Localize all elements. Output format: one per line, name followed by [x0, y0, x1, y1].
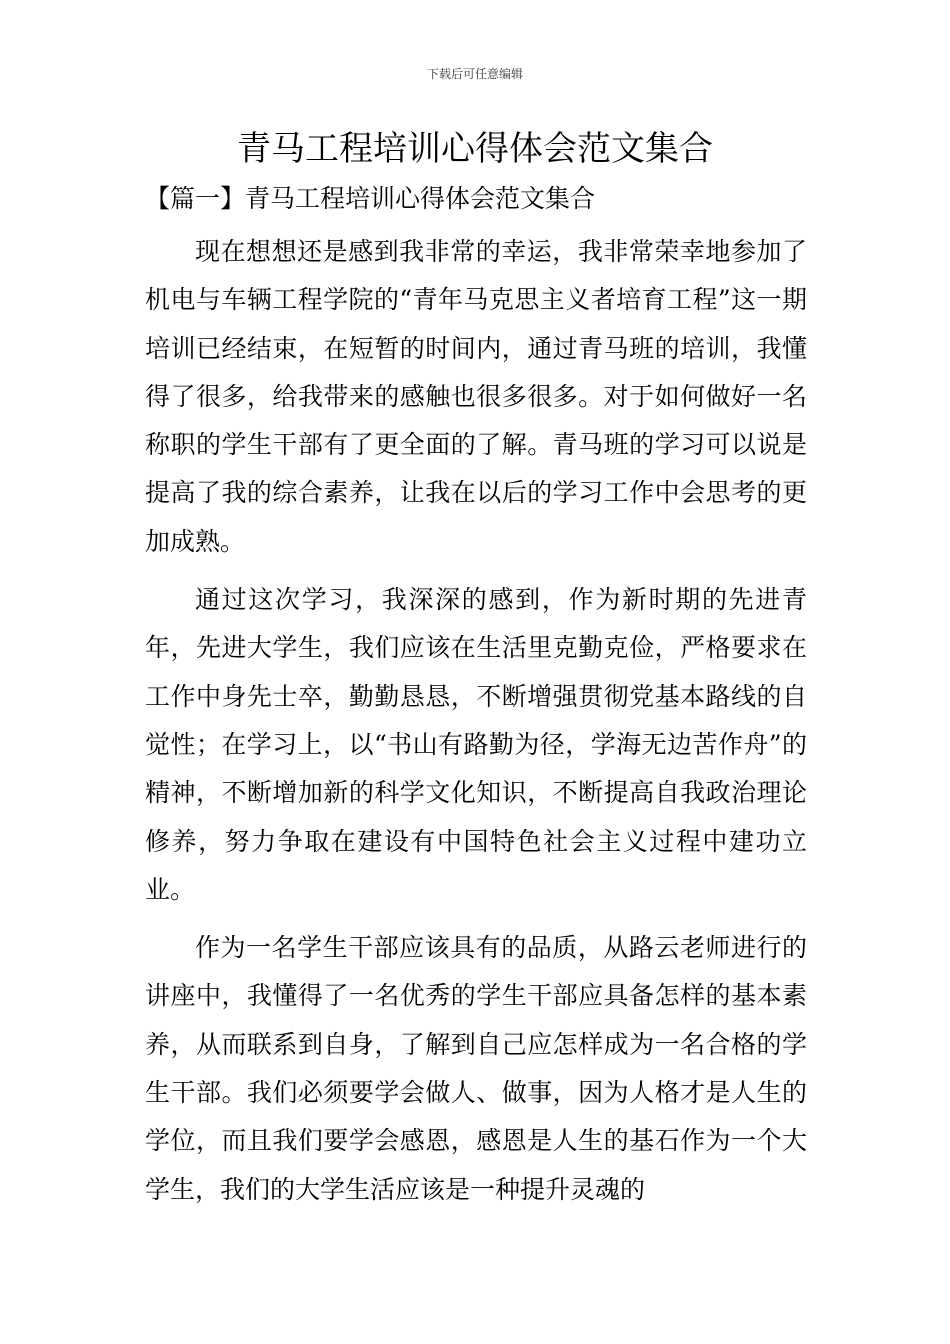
paragraph-3: 作为一名学生干部应该具有的品质，从路云老师进行的讲座中，我懂得了一名优秀的学生干部应具备怎样的基本素养，从而联系到自身，了解到自己应怎样成为一名合格的学生干部。我们必须要学会做人、做事，因为人格才是人生的学位，而且我们要学会感恩，感恩是人生的基石作为一个大学生，我们的大学生活应该是一种提升灵魂的	[145, 933, 807, 1204]
document-title: 青马工程培训心得体会范文集合	[237, 129, 713, 169]
paragraph-2: 通过这次学习，我深深的感到，作为新时期的先进青年，先进大学生，我们应该在生活里克勤克俭，严格要求在工作中身先士卒，勤勤恳恳，不断增强贯彻党基本路线的自觉性；在学习上，以“书山有路勤为径，学海无边苦作舟”的精神，不断增加新的科学文化知识，不断提高自我政治理论修养，努力争取在建设有中国特色社会主义过程中建功立业。	[145, 585, 807, 904]
section-heading-text: 青马工程培训心得体会范文集合	[245, 184, 596, 213]
paragraph-1: 现在想想还是感到我非常的幸运，我非常荣幸地参加了机电与车辆工程学院的“青年马克思主义者培育工程”这一期培训已经结束，在短暂的时间内，通过青马班的培训，我懂得了很多，给我带来的感触也很多很多。对于如何做好一名称职的学生干部有了更全面的了解。青马班的学习可以说是提高了我的综合素养，让我在以后的学习工作中会思考的更加成熟。	[145, 237, 807, 556]
section-heading	[145, 180, 595, 218]
section-bracket-open: 【	[145, 184, 171, 213]
section-label: 篇一	[170, 184, 221, 213]
body-text	[145, 228, 807, 1224]
section-bracket-close: 】	[220, 184, 246, 213]
header-note: 下载后可任意编辑	[426, 67, 523, 81]
